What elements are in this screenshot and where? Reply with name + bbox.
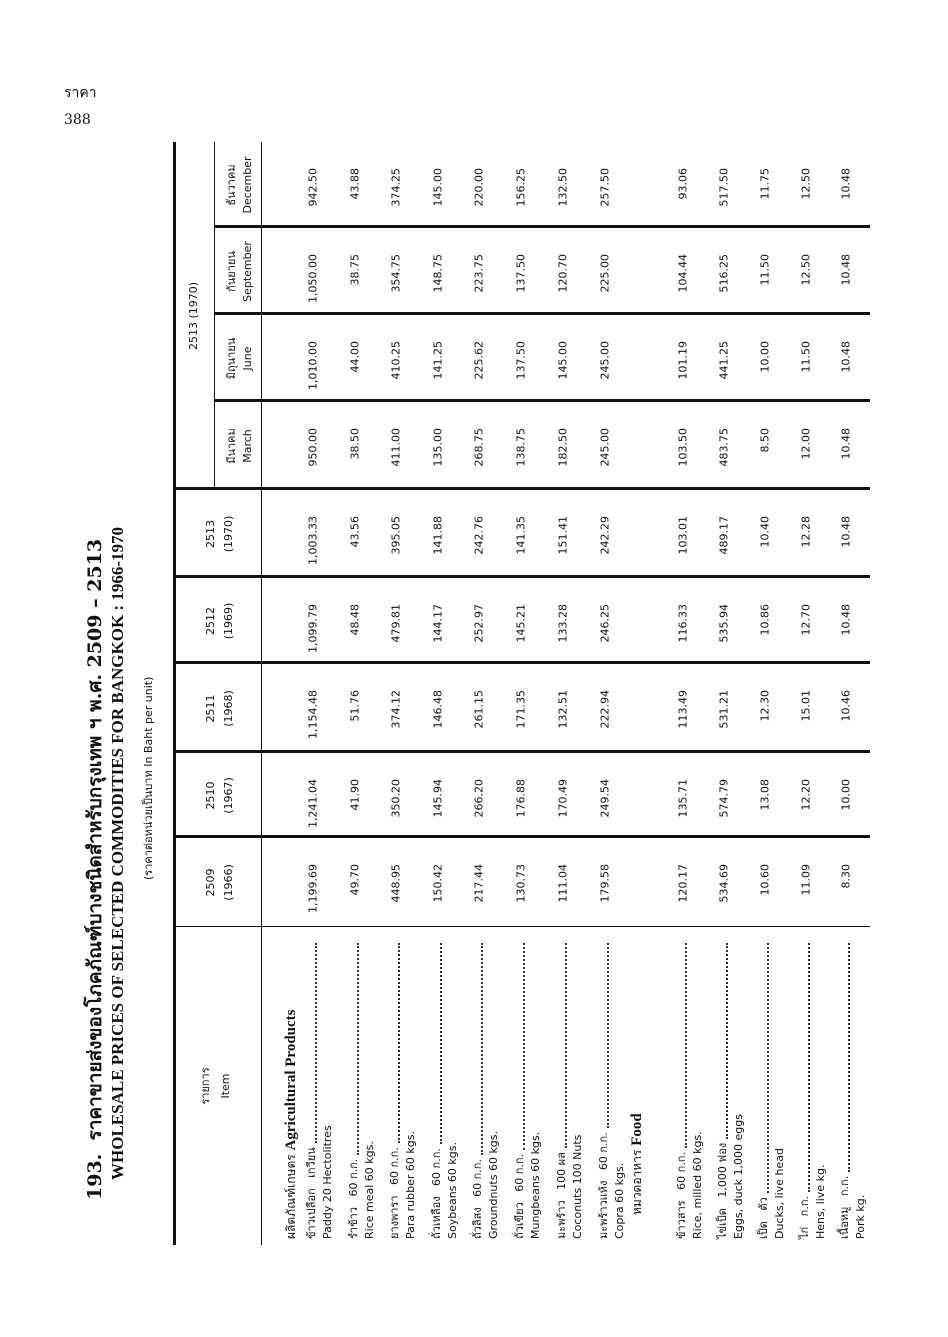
- dot-leader: [392, 943, 400, 1143]
- table-cell-value: 1,099.79: [306, 604, 320, 653]
- table-cell-value: 1,154.48: [306, 690, 320, 739]
- table-cell-value: 350.20: [389, 779, 403, 818]
- month-header-english: December: [241, 156, 254, 214]
- section-header: [282, 1010, 301, 1240]
- item-thai: ยางพารา 60 ก.ก.: [388, 1147, 401, 1239]
- table-cell-value: 517.50: [717, 168, 731, 207]
- year-header-ce: (1969): [222, 602, 235, 640]
- table-cell-value: 130.73: [514, 864, 528, 903]
- dot-leader: [351, 943, 359, 1155]
- item-thai: ถั่วเขียว 60 ก.ก.: [513, 1153, 526, 1239]
- table-cell-value: 111.04: [556, 864, 570, 903]
- unit-note: (ราคาต่อหน่วยเป็นบาท In Baht per unit): [142, 676, 155, 880]
- table-cell-value: 10.48: [839, 516, 853, 548]
- year-header-be: 2512: [204, 607, 217, 635]
- table-cell-value: 12.00: [799, 428, 813, 460]
- table-cell-value: 8.50: [758, 428, 772, 453]
- table-cell-value: 10.48: [839, 168, 853, 200]
- table-number: 193.: [84, 1153, 106, 1200]
- table-cell-value: 1,050.00: [306, 254, 320, 303]
- section-header: [628, 1113, 647, 1215]
- table-cell-value: 489.17: [717, 516, 731, 555]
- table-cell-value: 148.75: [431, 254, 445, 293]
- item-header-english: Item: [219, 1073, 232, 1099]
- table-cell-value: 8.30: [839, 864, 853, 889]
- table-cell-value: 10.00: [758, 341, 772, 373]
- table-cell-value: 43.88: [348, 168, 362, 200]
- year-header-ce: (1967): [222, 777, 235, 814]
- table-cell-value: 41.90: [348, 779, 362, 811]
- table-cell-value: 141.88: [431, 516, 445, 555]
- month-header-thai: มีนาคม: [225, 428, 238, 464]
- dot-leader: [601, 943, 609, 1128]
- dot-leader: [309, 943, 317, 1143]
- item-english: Pork kg.: [854, 1194, 867, 1239]
- table-cell-value: 113.49: [676, 690, 690, 729]
- table-cell-value: 516.25: [717, 254, 731, 293]
- section-english: Agricultural Products: [283, 1009, 299, 1151]
- table-cell-value: 252.97: [472, 604, 486, 643]
- table-row-item: [304, 939, 336, 1239]
- table-cell-value: 242.76: [472, 516, 486, 555]
- table-cell-value: 156.25: [514, 168, 528, 207]
- table-cell-value: 11.50: [799, 341, 813, 373]
- item-thai: ไก่ ก.ก.: [798, 1196, 811, 1239]
- table-cell-value: 574.79: [717, 779, 731, 818]
- table-row-item: [512, 939, 544, 1239]
- item-english: Groundnuts 60 kgs.: [487, 1130, 500, 1239]
- table-cell-value: 1,199.69: [306, 864, 320, 913]
- table-cell-value: 441.25: [717, 341, 731, 380]
- table-cell-value: 44.00: [348, 341, 362, 373]
- dot-leader: [842, 943, 850, 1172]
- table-cell-value: 141.35: [514, 516, 528, 555]
- table-cell-value: 1,241.04: [306, 779, 320, 828]
- group-header-rule: [214, 142, 215, 490]
- year-header-be: 2511: [204, 694, 217, 723]
- table-cell-value: 10.00: [839, 779, 853, 811]
- table-title-thai: ราคาขายส่งของโภคภัณฑ์บางชนิดสำหรับกรุงเทพ ฯ พ.ศ. 2509 – 2513: [84, 538, 106, 1141]
- table-cell-value: 223.75: [472, 254, 486, 293]
- table-cell-value: 138.75: [514, 428, 528, 467]
- table-cell-value: 354.75: [389, 254, 403, 293]
- table-cell-value: 145.21: [514, 604, 528, 643]
- table-cell-value: 135.00: [431, 428, 445, 467]
- year-header-be: 2509: [204, 868, 217, 897]
- table-cell-value: 395.05: [389, 516, 403, 555]
- table-cell-value: 245.00: [598, 341, 612, 380]
- item-thai: ถั่วลิสง 60 ก.ก.: [471, 1159, 484, 1239]
- table-row-item: [429, 939, 461, 1239]
- table-cell-value: 151.41: [556, 516, 570, 555]
- table-cell-value: 12.20: [799, 779, 813, 811]
- month-header-english: June: [241, 346, 254, 371]
- dot-leader: [517, 943, 525, 1150]
- table-cell-value: 15.01: [799, 690, 813, 722]
- item-header-thai: รายการ: [199, 1067, 212, 1105]
- table-cell-value: 11.75: [758, 168, 772, 200]
- item-thai: เนื้อหมู ก.ก.: [838, 1175, 851, 1239]
- table-title-english: WHOLESALE PRICES OF SELECTED COMMODITIES FOR BANGKOK : 1966-1970: [108, 526, 127, 1180]
- dot-leader: [802, 943, 810, 1192]
- table-cell-value: 137.50: [514, 254, 528, 293]
- table-cell-value: 10.86: [758, 604, 772, 636]
- table-row-item: [797, 939, 829, 1239]
- table-cell-value: 103.01: [676, 516, 690, 555]
- table-row-item: [470, 939, 502, 1239]
- table-cell-value: 145.94: [431, 779, 445, 818]
- table-cell-value: 1,010.00: [306, 341, 320, 390]
- page-header-label: ราคา: [64, 85, 97, 101]
- table-cell-value: 132.50: [556, 168, 570, 207]
- item-english: Ducks, live head: [773, 1148, 786, 1239]
- table-cell-value: 101.19: [676, 341, 690, 380]
- table-cell-value: 220.00: [472, 168, 486, 207]
- year-header-ce: (1970): [222, 515, 235, 553]
- table-row-item: [346, 939, 378, 1239]
- dot-leader: [559, 943, 567, 1148]
- table-row-item: [596, 939, 628, 1239]
- item-thai: มะพร้าว 100 ผล: [555, 1152, 568, 1239]
- year-header-ce: (1968): [222, 690, 235, 727]
- table-cell-value: 225.62: [472, 341, 486, 380]
- table-cell-value: 141.25: [431, 341, 445, 380]
- dot-leader: [761, 943, 769, 1193]
- table-cell-value: 146.48: [431, 690, 445, 729]
- month-header-thai: ธันวาคม: [225, 164, 238, 206]
- table-cell-value: 103.50: [676, 428, 690, 467]
- table-cell-value: 10.46: [839, 690, 853, 722]
- table-cell-value: 49.70: [348, 864, 362, 896]
- year-header-be: 2513: [204, 520, 217, 548]
- item-english: Rice meal 60 kgs.: [363, 1141, 376, 1239]
- table-cell-value: 104.44: [676, 254, 690, 293]
- month-header-thai: กันยายน: [225, 251, 238, 292]
- table-cell-value: 145.00: [431, 168, 445, 207]
- item-english: Coconuts 100 Nuts: [571, 1134, 584, 1239]
- header-bottom-rule: [261, 142, 262, 1245]
- item-thai: มะพร้าวแห้ง 60 ก.ก.: [597, 1132, 610, 1239]
- item-thai: ถั่วเหลือง 60 ก.ก.: [430, 1148, 443, 1239]
- table-cell-value: 242.29: [598, 516, 612, 555]
- table-cell-value: 13.08: [758, 779, 772, 811]
- table-cell-value: 43.56: [348, 516, 362, 548]
- table-cell-value: 38.50: [348, 428, 362, 460]
- table-cell-value: 10.48: [839, 341, 853, 373]
- table-cell-value: 950.00: [306, 428, 320, 467]
- table-cell-value: 150.42: [431, 864, 445, 903]
- table-cell-value: 93.06: [676, 168, 690, 200]
- month-header-english: September: [241, 241, 254, 302]
- table-cell-value: 483.75: [717, 428, 731, 467]
- table-cell-value: 942.50: [306, 168, 320, 207]
- table-cell-value: 132.51: [556, 690, 570, 729]
- table-cell-value: 268.75: [472, 428, 486, 467]
- table-cell-value: 51.76: [348, 690, 362, 722]
- table-cell-value: 10.60: [758, 864, 772, 896]
- table-cell-value: 10.48: [839, 604, 853, 636]
- table-cell-value: 245.00: [598, 428, 612, 467]
- table-row-item: [387, 939, 419, 1239]
- table-cell-value: 145.00: [556, 341, 570, 380]
- month-header-english: March: [241, 429, 254, 463]
- dot-leader: [434, 943, 442, 1144]
- table-cell-value: 534.69: [717, 864, 731, 903]
- table-cell-value: 257.50: [598, 168, 612, 207]
- table-cell-value: 11.50: [758, 254, 772, 286]
- table-cell-value: 374.25: [389, 168, 403, 207]
- table-cell-value: 182.50: [556, 428, 570, 467]
- item-thai: ข้าวสาร 60 ก.ก.: [675, 1152, 688, 1239]
- table-cell-value: 266.20: [472, 779, 486, 818]
- item-english: Paddy 20 Hectolitres: [321, 1125, 334, 1239]
- table-cell-value: 12.70: [799, 604, 813, 636]
- table-cell-value: 246.25: [598, 604, 612, 643]
- item-thai: ข้าวเปลือก เกวียน: [305, 1147, 318, 1239]
- table-row-item: [715, 939, 747, 1239]
- table-cell-value: 261.15: [472, 690, 486, 729]
- table-cell-value: 410.25: [389, 341, 403, 380]
- table-cell-value: 448.95: [389, 864, 403, 903]
- month-header-thai: มิถุนายน: [225, 337, 238, 380]
- table-cell-value: 225.00: [598, 254, 612, 293]
- table-row-item: [554, 939, 586, 1239]
- table-cell-value: 10.40: [758, 516, 772, 548]
- item-english: Para rubber 60 kgs.: [404, 1131, 417, 1239]
- table-cell-value: 133.28: [556, 604, 570, 643]
- table-cell-value: 217.44: [472, 864, 486, 903]
- table-cell-value: 179.58: [598, 864, 612, 903]
- table-cell-value: 1,003.33: [306, 516, 320, 565]
- table-cell-value: 12.50: [799, 168, 813, 200]
- table-row-item: [674, 939, 706, 1239]
- section-english: Food: [629, 1113, 645, 1146]
- table-cell-value: 170.49: [556, 779, 570, 818]
- item-english: Rice, milled 60 kgs.: [691, 1131, 704, 1239]
- year-header-ce: (1966): [222, 864, 235, 901]
- dot-leader: [720, 943, 728, 1139]
- table-cell-value: 12.50: [799, 254, 813, 286]
- item-thai: ไข่เป็ด 1,000 ฟอง: [716, 1142, 729, 1239]
- page-number: 388: [64, 112, 91, 128]
- table-cell-value: 12.30: [758, 690, 772, 722]
- table-cell-value: 11.09: [799, 864, 813, 896]
- table-cell-value: 48.48: [348, 604, 362, 636]
- table-cell-value: 144.17: [431, 604, 445, 643]
- table-cell-value: 479.81: [389, 604, 403, 643]
- table-cell-value: 171.35: [514, 690, 528, 729]
- item-thai: เป็ด ตัว: [757, 1197, 770, 1239]
- table-top-rule: [173, 142, 176, 1245]
- item-english: Copra 60 kgs.: [613, 1162, 626, 1239]
- item-english: Mungbeans 60 kgs.: [529, 1131, 542, 1239]
- table-cell-value: 135.71: [676, 779, 690, 818]
- item-english: Soybeans 60 kgs.: [446, 1142, 459, 1239]
- table-cell-value: 10.48: [839, 254, 853, 286]
- table-cell-value: 10.48: [839, 428, 853, 460]
- table-cell-value: 120.70: [556, 254, 570, 293]
- group-header-2513: 2513 (1970): [187, 281, 200, 351]
- year-header-be: 2510: [204, 781, 217, 810]
- item-english: Eggs, duck 1,000 eggs: [732, 1114, 745, 1239]
- table-title: [80, 539, 110, 1200]
- item-thai: รำข้าว 60 ก.ก.: [347, 1158, 360, 1239]
- table-cell-value: 176.88: [514, 779, 528, 818]
- section-thai: ผลิตภัณฑ์เกษตร: [284, 1154, 298, 1239]
- table-cell-value: 249.54: [598, 779, 612, 818]
- section-thai: หมวดอาหาร: [630, 1149, 644, 1215]
- table-cell-value: 120.17: [676, 864, 690, 903]
- dot-leader: [475, 943, 483, 1155]
- dot-leader: [679, 943, 687, 1148]
- item-english: Hens, live kg.: [814, 1164, 827, 1239]
- table-cell-value: 531.21: [717, 690, 731, 729]
- table-cell-value: 12.28: [799, 516, 813, 548]
- table-cell-value: 222.94: [598, 690, 612, 729]
- table-cell-value: 374.12: [389, 690, 403, 729]
- table-row-item: [756, 939, 788, 1239]
- table-cell-value: 38.75: [348, 254, 362, 286]
- table-cell-value: 411.00: [389, 428, 403, 467]
- table-cell-value: 535.94: [717, 604, 731, 643]
- table-cell-value: 137.50: [514, 341, 528, 380]
- table-cell-value: 116.33: [676, 604, 690, 643]
- table-row-item: [837, 939, 869, 1239]
